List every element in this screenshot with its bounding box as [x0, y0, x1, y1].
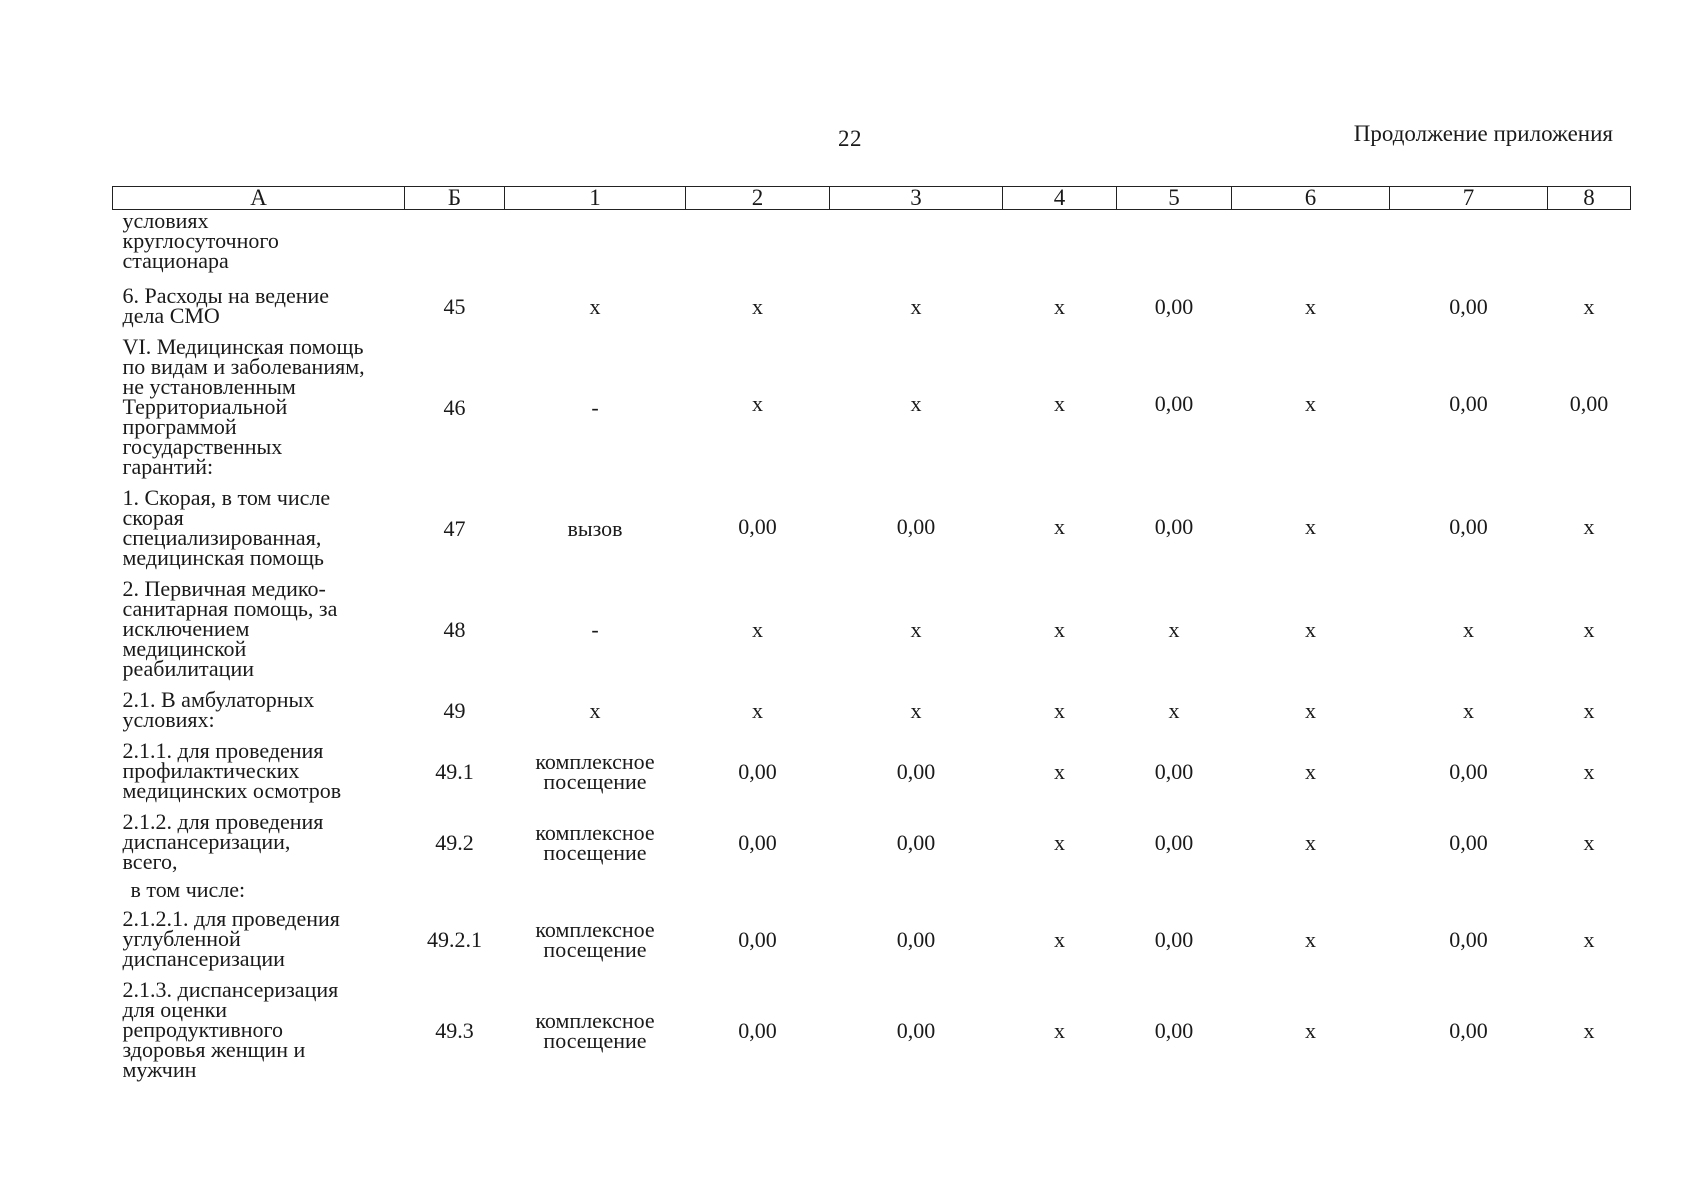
cell-text: 0,00 — [738, 1017, 777, 1043]
value-cell — [830, 328, 1003, 479]
cell-text: x — [1583, 829, 1595, 855]
column-header: 5 — [1117, 187, 1232, 210]
cell-text: 0,00 — [1154, 1017, 1194, 1043]
table-row — [113, 807, 1631, 878]
table-row — [113, 904, 1631, 975]
cell-text: 0,00 — [1154, 758, 1194, 784]
unit-cell — [505, 685, 686, 736]
value-cell — [1003, 574, 1117, 685]
cell-text: x — [1054, 513, 1065, 539]
row-label — [113, 904, 405, 975]
value-cell — [1548, 281, 1631, 332]
value-cell — [1003, 328, 1117, 479]
unit-cell — [505, 736, 686, 807]
continuation-note: Продолжение приложения — [1353, 121, 1613, 146]
value-cell — [686, 685, 830, 736]
cell-text: x — [752, 390, 763, 416]
cell-text: x — [752, 293, 763, 319]
value-cell — [1390, 975, 1548, 1086]
row-label-text: в том числе: — [130, 877, 246, 902]
cell-text: 0,00 — [738, 513, 777, 539]
row-label-text: 2.1.2.1. для проведения углубленной диспансеризации — [122, 906, 340, 971]
row-label — [113, 210, 405, 282]
cell-text: x — [1168, 616, 1180, 642]
unit-cell — [505, 574, 686, 685]
cell-text: вызов — [567, 515, 623, 541]
value-cell — [1232, 685, 1390, 736]
cell-text: x — [1463, 697, 1474, 723]
value-cell — [1232, 878, 1390, 904]
value-cell — [1117, 574, 1232, 685]
cell-text: x — [910, 616, 922, 642]
row-label-text: 6. Расходы на ведение дела СМО — [122, 283, 330, 328]
value-cell — [686, 904, 830, 975]
row-code — [405, 281, 505, 332]
row-label — [113, 483, 405, 574]
value-cell — [1548, 736, 1631, 807]
cell-text: комплексное посещение — [535, 819, 655, 865]
cell-text: 49.1 — [435, 758, 474, 784]
cell-text: x — [1054, 758, 1065, 784]
row-label-text: условиях круглосуточного стационара — [122, 208, 279, 273]
cell-text: 45 — [443, 293, 466, 319]
cell-text: 49.2.1 — [427, 926, 482, 952]
value-cell — [1117, 736, 1232, 807]
value-cell — [1548, 481, 1631, 572]
row-label — [113, 685, 405, 736]
cell-text: 49 — [443, 697, 466, 723]
table-row — [113, 210, 1631, 282]
value-cell — [1548, 328, 1631, 479]
column-header: 8 — [1548, 187, 1631, 210]
cell-text: 0,00 — [738, 926, 777, 952]
cell-text: x — [752, 616, 763, 642]
cell-text: x — [1583, 697, 1595, 723]
value-cell — [1232, 328, 1390, 479]
value-cell — [1003, 685, 1117, 736]
cell-text: комплексное посещение — [535, 916, 655, 962]
value-cell — [1548, 807, 1631, 878]
value-cell — [1003, 878, 1117, 904]
value-cell — [1390, 328, 1548, 479]
cell-text: 49.2 — [435, 829, 474, 855]
value-cell — [686, 975, 830, 1086]
cell-text: x — [1583, 293, 1595, 319]
cell-text: x — [1054, 616, 1065, 642]
value-cell — [830, 481, 1003, 572]
value-cell — [1390, 281, 1548, 332]
unit-cell — [505, 807, 686, 878]
cell-text: x — [1054, 697, 1065, 723]
table-row — [113, 736, 1631, 807]
table-row — [113, 281, 1631, 332]
cell-text: 46 — [443, 394, 466, 420]
value-cell — [1390, 574, 1548, 685]
row-label-text: 2. Первичная медико- санитарная помощь, за исключением медицинской реабилитации — [122, 576, 338, 681]
value-cell — [1390, 210, 1548, 282]
unit-cell — [505, 878, 686, 904]
row-code — [405, 685, 505, 736]
table-row — [113, 878, 1631, 904]
cell-text: x — [1054, 829, 1065, 855]
cell-text: - — [591, 394, 599, 420]
value-cell — [1117, 685, 1232, 736]
row-label — [113, 807, 405, 878]
cell-text: x — [1305, 697, 1316, 723]
cell-text: 0,00 — [1569, 390, 1609, 416]
row-label-text: 2.1. В амбулаторных условиях: — [122, 687, 315, 732]
row-label-text: 2.1.2. для проведения диспансеризации, всего, — [122, 809, 324, 874]
cell-text: комплексное посещение — [535, 748, 655, 794]
cell-text: 0,00 — [896, 513, 936, 539]
value-cell — [686, 328, 830, 479]
cell-text: x — [910, 293, 922, 319]
cell-text: x — [1583, 513, 1595, 539]
row-label — [113, 281, 405, 332]
row-code — [405, 904, 505, 975]
value-cell — [1003, 281, 1117, 332]
cell-text: 0,00 — [738, 829, 777, 855]
value-cell — [1003, 481, 1117, 572]
column-header: Б — [405, 187, 505, 210]
cell-text: x — [1305, 616, 1316, 642]
cell-text: 47 — [443, 515, 466, 541]
value-cell — [1390, 807, 1548, 878]
cell-text: x — [1583, 616, 1595, 642]
value-cell — [1548, 904, 1631, 975]
row-label-text: VI. Медицинская помощь по видам и заболеваниям, не установленным Территориальной программой государственных гарантий: — [122, 334, 365, 479]
unit-cell — [505, 483, 686, 574]
cell-text: x — [589, 293, 601, 319]
value-cell — [686, 481, 830, 572]
value-cell — [1232, 210, 1390, 282]
column-header: 2 — [686, 187, 830, 210]
row-label — [113, 736, 405, 807]
value-cell — [1390, 685, 1548, 736]
value-cell — [1548, 878, 1631, 904]
value-cell — [686, 878, 830, 904]
table-row — [113, 975, 1631, 1086]
value-cell — [830, 878, 1003, 904]
value-cell — [1232, 904, 1390, 975]
row-code — [405, 975, 505, 1086]
cell-text: 0,00 — [1154, 293, 1194, 319]
value-cell — [1232, 281, 1390, 332]
value-cell — [1390, 481, 1548, 572]
row-label-text: 2.1.1. для проведения профилактических медицинских осмотров — [122, 738, 342, 803]
row-label-text: 2.1.3. диспансеризация для оценки репродуктивного здоровья женщин и мужчин — [122, 977, 339, 1082]
column-header: 7 — [1390, 187, 1548, 210]
cell-text: x — [1305, 926, 1316, 952]
cell-text: 0,00 — [1449, 926, 1488, 952]
row-code — [405, 332, 505, 483]
value-cell — [1003, 210, 1117, 282]
unit-cell — [505, 281, 686, 332]
cell-text: x — [1463, 616, 1474, 642]
row-code — [405, 574, 505, 685]
cell-text: x — [1054, 293, 1065, 319]
cell-text: 0,00 — [1449, 758, 1488, 784]
row-label — [113, 975, 405, 1086]
column-header: 3 — [830, 187, 1003, 210]
cell-text: 0,00 — [1449, 293, 1488, 319]
cell-text: x — [1054, 926, 1065, 952]
value-cell — [1003, 975, 1117, 1086]
row-label — [113, 574, 405, 685]
value-cell — [1390, 878, 1548, 904]
value-cell — [1117, 975, 1232, 1086]
value-cell — [1003, 736, 1117, 807]
cell-text: комплексное посещение — [535, 1007, 655, 1053]
cell-text: x — [1305, 1017, 1316, 1043]
cell-text: x — [1583, 926, 1595, 952]
value-cell — [1232, 574, 1390, 685]
column-number-row — [113, 187, 1631, 210]
expenses-table — [112, 186, 1631, 1086]
cell-text: x — [1054, 1017, 1065, 1043]
cell-text: 0,00 — [1154, 513, 1194, 539]
value-cell — [1117, 210, 1232, 282]
cell-text: 0,00 — [1449, 829, 1488, 855]
value-cell — [830, 574, 1003, 685]
value-cell — [1548, 574, 1631, 685]
unit-cell — [505, 904, 686, 975]
cell-text: 0,00 — [896, 829, 936, 855]
cell-text: x — [1583, 758, 1595, 784]
value-cell — [830, 685, 1003, 736]
row-code — [405, 807, 505, 878]
value-cell — [1232, 736, 1390, 807]
value-cell — [1117, 807, 1232, 878]
column-header: А — [113, 187, 405, 210]
cell-text: 0,00 — [1449, 1017, 1488, 1043]
page-number: 22 — [838, 126, 862, 151]
value-cell — [830, 210, 1003, 282]
value-cell — [1232, 481, 1390, 572]
value-cell — [830, 975, 1003, 1086]
cell-text: x — [1305, 513, 1316, 539]
value-cell — [1003, 807, 1117, 878]
value-cell — [1548, 685, 1631, 736]
cell-text: 0,00 — [896, 926, 936, 952]
value-cell — [1117, 328, 1232, 479]
value-cell — [1117, 904, 1232, 975]
row-label-text: 1. Скорая, в том числе скорая специализированная, медицинская помощь — [122, 485, 331, 570]
value-cell — [1117, 481, 1232, 572]
value-cell — [830, 807, 1003, 878]
table-row — [113, 685, 1631, 736]
cell-text: 0,00 — [1449, 390, 1488, 416]
value-cell — [686, 210, 830, 282]
unit-cell — [505, 210, 686, 282]
cell-text: x — [1305, 829, 1316, 855]
row-code — [405, 736, 505, 807]
cell-text: 0,00 — [1449, 513, 1488, 539]
cell-text: x — [910, 697, 922, 723]
value-cell — [686, 281, 830, 332]
table-row — [113, 574, 1631, 685]
cell-text: x — [1305, 390, 1316, 416]
value-cell — [686, 807, 830, 878]
cell-text: 48 — [443, 616, 466, 642]
value-cell — [830, 904, 1003, 975]
cell-text: x — [910, 390, 922, 416]
table-row — [113, 332, 1631, 483]
cell-text: 0,00 — [1154, 926, 1194, 952]
cell-text: x — [1583, 1017, 1595, 1043]
cell-text: x — [752, 697, 763, 723]
row-code — [405, 210, 505, 282]
value-cell — [686, 736, 830, 807]
table-body — [113, 210, 1631, 1087]
unit-cell — [505, 975, 686, 1086]
cell-text: 0,00 — [896, 1017, 936, 1043]
value-cell — [1390, 736, 1548, 807]
column-header: 4 — [1003, 187, 1117, 210]
value-cell — [1548, 210, 1631, 282]
cell-text: x — [1305, 758, 1316, 784]
value-cell — [830, 736, 1003, 807]
cell-text: x — [1305, 293, 1316, 319]
row-code — [405, 483, 505, 574]
value-cell — [1003, 904, 1117, 975]
row-label — [113, 878, 405, 904]
row-code — [405, 878, 505, 904]
cell-text: x — [1168, 697, 1180, 723]
value-cell — [1390, 904, 1548, 975]
row-label — [113, 332, 405, 483]
cell-text: 49.3 — [435, 1017, 474, 1043]
value-cell — [686, 574, 830, 685]
cell-text: 0,00 — [1154, 390, 1194, 416]
cell-text: x — [1054, 390, 1065, 416]
value-cell — [1117, 878, 1232, 904]
value-cell — [1117, 281, 1232, 332]
column-header: 1 — [505, 187, 686, 210]
unit-cell — [505, 332, 686, 483]
table-row — [113, 483, 1631, 574]
value-cell — [1232, 807, 1390, 878]
cell-text: x — [589, 697, 601, 723]
cell-text: - — [591, 616, 599, 642]
cell-text: 0,00 — [738, 758, 777, 784]
cell-text: 0,00 — [896, 758, 936, 784]
cell-text: 0,00 — [1154, 829, 1194, 855]
value-cell — [830, 281, 1003, 332]
column-header: 6 — [1232, 187, 1390, 210]
value-cell — [1548, 975, 1631, 1086]
value-cell — [1232, 975, 1390, 1086]
